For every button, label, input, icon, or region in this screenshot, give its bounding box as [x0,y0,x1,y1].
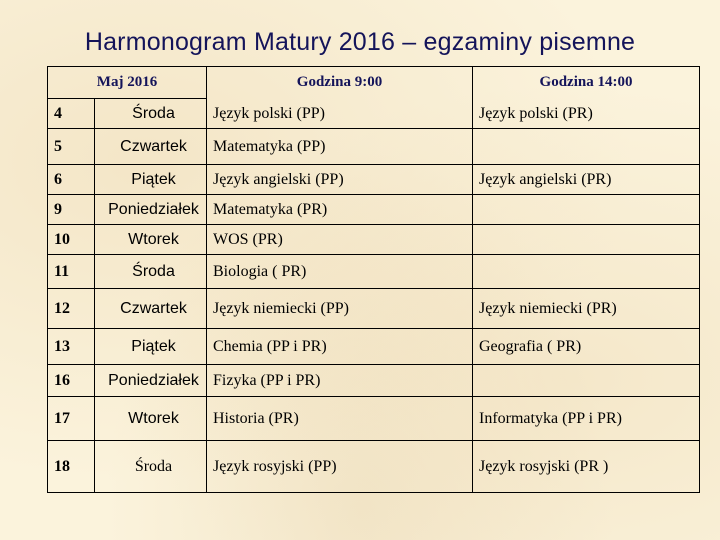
weekday-cell: Poniedziałek [95,195,207,225]
table-row [48,195,700,225]
day-cell: 17 [48,397,95,441]
table-row [48,165,700,195]
day-cell: 13 [48,329,95,365]
header-afternoon: Godzina 14:00 [473,67,700,99]
table-row [48,329,700,365]
weekday-cell: Piątek [95,165,207,195]
morning-exam-cell: Język angielski (PP) [207,165,473,195]
afternoon-exam-cell [473,195,700,225]
day-cell: 11 [48,255,95,289]
afternoon-exam-cell: Informatyka (PP i PR) [473,397,700,441]
afternoon-exam-cell: Język niemiecki (PR) [473,289,700,329]
table-row [48,441,700,493]
day-cell: 4 [48,99,95,129]
afternoon-exam-cell: Język rosyjski (PR ) [473,441,700,493]
weekday-cell: Czwartek [95,129,207,165]
header-morning: Godzina 9:00 [207,67,473,99]
table-row [48,365,700,397]
afternoon-exam-cell [473,255,700,289]
table-row [48,397,700,441]
morning-exam-cell: Chemia (PP i PR) [207,329,473,365]
weekday-cell: Poniedziałek [95,365,207,397]
morning-exam-cell: WOS (PR) [207,225,473,255]
table-row [48,225,700,255]
exam-schedule-table [47,66,700,493]
afternoon-exam-cell: Język angielski (PR) [473,165,700,195]
table-header-row [48,67,700,99]
afternoon-exam-cell: Geografia ( PR) [473,329,700,365]
morning-exam-cell: Biologia ( PR) [207,255,473,289]
afternoon-exam-cell [473,225,700,255]
weekday-cell: Wtorek [95,225,207,255]
table-row [48,255,700,289]
page-title: Harmonogram Matury 2016 – egzaminy pisemne [84,28,636,56]
weekday-cell: Środa [95,255,207,289]
afternoon-exam-cell: Język polski (PR) [473,99,700,129]
morning-exam-cell: Matematyka (PR) [207,195,473,225]
weekday-cell: Środa [95,441,207,493]
table-row [48,289,700,329]
day-cell: 9 [48,195,95,225]
table-row [48,129,700,165]
morning-exam-cell: Język rosyjski (PP) [207,441,473,493]
morning-exam-cell: Historia (PR) [207,397,473,441]
day-cell: 12 [48,289,95,329]
morning-exam-cell: Fizyka (PP i PR) [207,365,473,397]
day-cell: 18 [48,441,95,493]
afternoon-exam-cell [473,365,700,397]
weekday-cell: Środa [95,99,207,129]
morning-exam-cell: Język polski (PP) [207,99,473,129]
weekday-cell: Wtorek [95,397,207,441]
day-cell: 5 [48,129,95,165]
morning-exam-cell: Matematyka (PP) [207,129,473,165]
morning-exam-cell: Język niemiecki (PP) [207,289,473,329]
day-cell: 6 [48,165,95,195]
weekday-cell: Czwartek [95,289,207,329]
afternoon-exam-cell [473,129,700,165]
header-month: Maj 2016 [48,67,207,99]
day-cell: 10 [48,225,95,255]
weekday-cell: Piątek [95,329,207,365]
day-cell: 16 [48,365,95,397]
table-row [48,99,700,129]
